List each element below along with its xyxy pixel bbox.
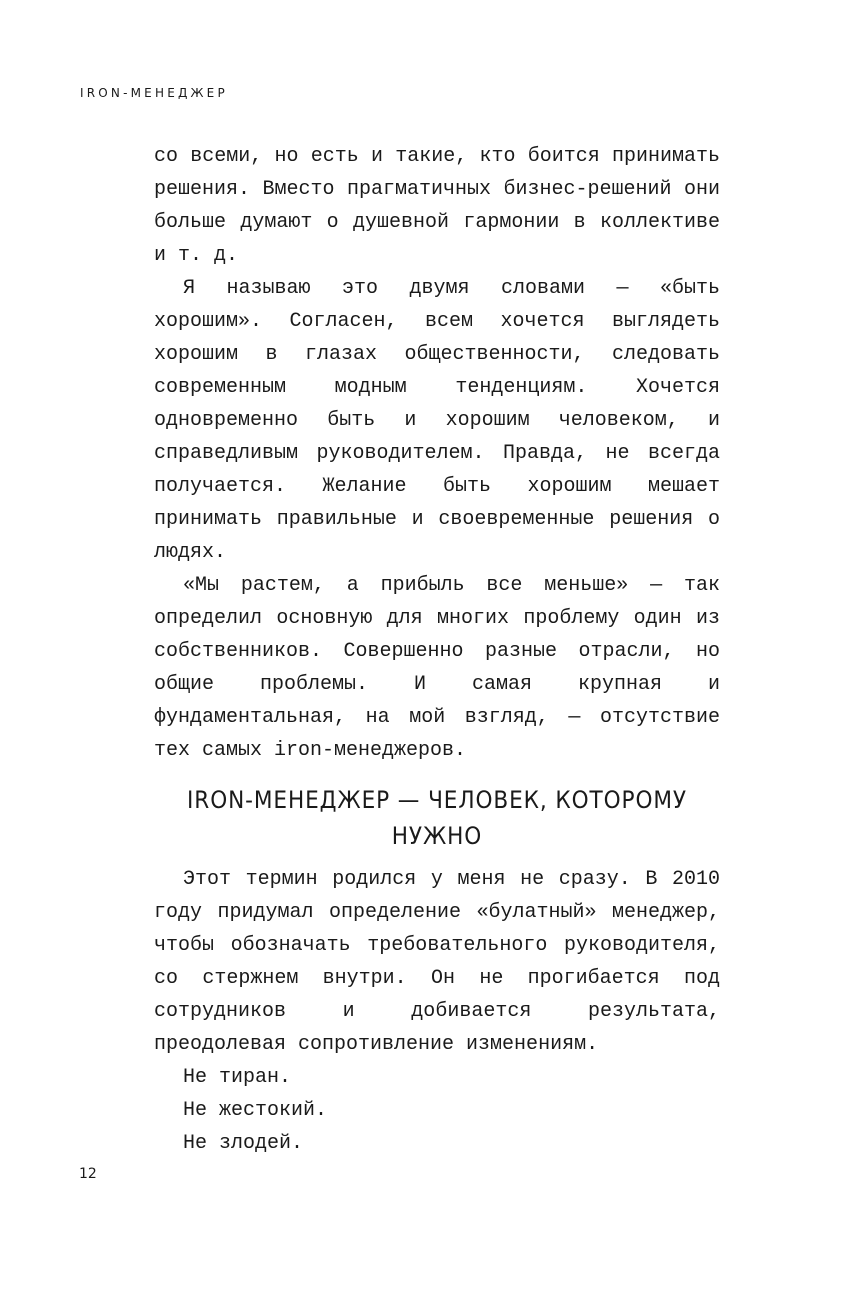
running-head: IRON-МЕНЕДЖЕР [80, 86, 228, 100]
section-heading: IRON-МЕНЕДЖЕР — ЧЕЛОВЕК, КОТОРОМУ НУЖНО [187, 786, 687, 850]
line-not-villain: Не злодей. [183, 1132, 304, 1155]
paragraph-continued: со всеми, но есть и такие, кто боится принимать решения. Вместо прагматичных бизнес-решений они больше думают о душевной гармонии в коллективе и т. д. [154, 145, 720, 267]
body-text-before-heading [154, 140, 720, 767]
paragraph-profit: «Мы растем, а прибыль все меньше» — так определил основную для многих проблему один из собственников. Совершенно разные отрасли, но общие проблемы. И самая крупная и фундаментальная, на мой взгляд, — отсутствие тех самых iron-менеджеров. [154, 574, 720, 762]
page-number: 12 [79, 1166, 97, 1182]
line-not-cruel: Не жестокий. [183, 1099, 328, 1122]
line-not-tyrant: Не тиран. [183, 1066, 292, 1089]
paragraph-being-good: Я называю это двумя словами — «быть хорошим». Согласен, всем хочется выглядеть хорошим в глазах общественности, следовать современным модным тенденциям. Хочется одновременно быть и хорошим человеком, и справедливым руководителем. Правда, не всегда получается. Желание быть хорошим мешает принимать правильные и своевременные решения о людях. [154, 277, 720, 564]
body-text-after-heading [154, 863, 720, 1160]
paragraph-term-origin: Этот термин родился у меня не сразу. В 2010 году придумал определение «булатный» менеджер, чтобы обозначать требовательного руководителя, со стержнем внутри. Он не прогибается под сотрудников и добивается результата, преодолевая сопротивление изменениям. [154, 868, 720, 1056]
